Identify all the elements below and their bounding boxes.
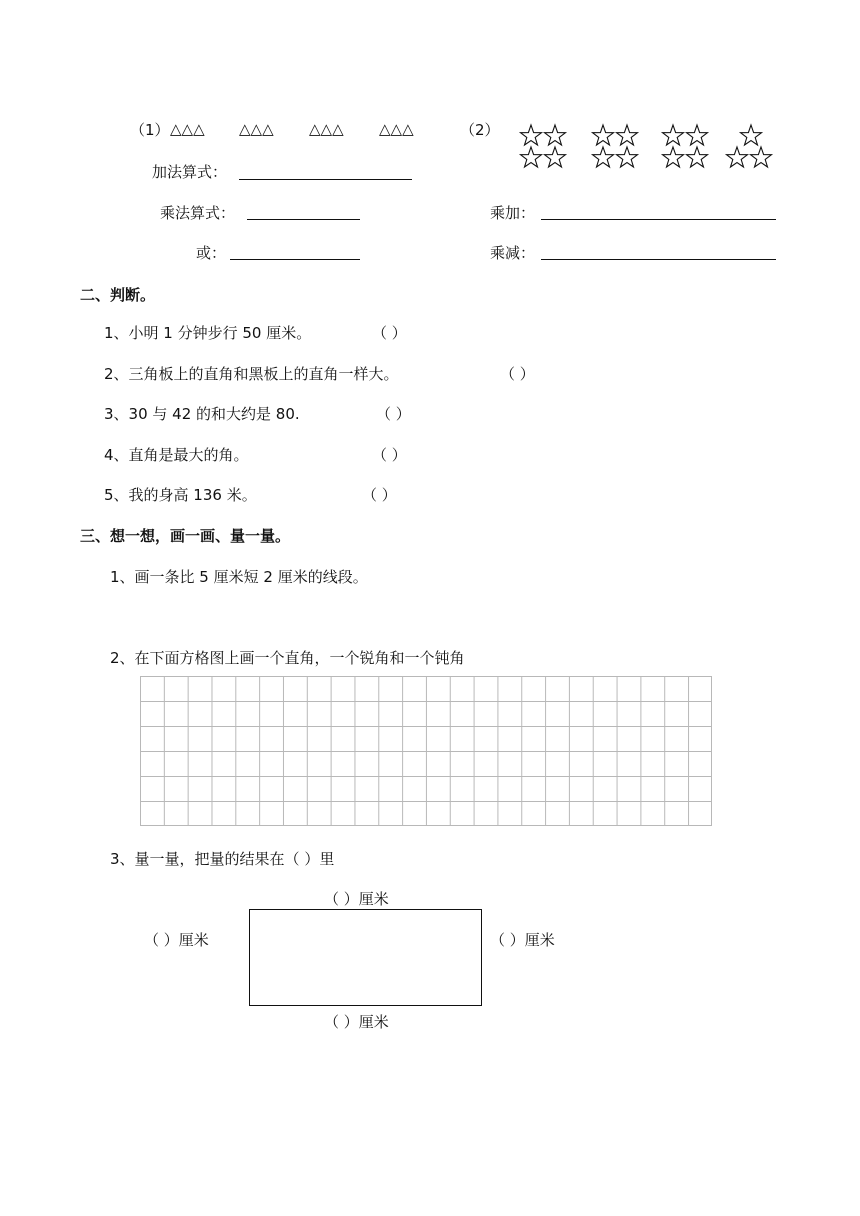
measure-rectangle (249, 909, 482, 1006)
judge-bracket-5[interactable]: （ ） (362, 486, 397, 504)
draw-angles-question: 2、在下面方格图上画一个直角，一个锐角和一个钝角 (110, 649, 465, 667)
judge-item-4: 4、直角是最大的角。 (104, 446, 249, 464)
mul-sub-answer-line[interactable] (541, 259, 776, 260)
add-answer-line[interactable] (239, 179, 412, 180)
section2-title: 二、判断。 (80, 286, 156, 304)
star-group-4-icon (727, 125, 772, 167)
star-group-2-icon (593, 125, 638, 167)
item2-label: （2） (460, 121, 500, 139)
judge-item-5: 5、我的身高 136 米。 (104, 486, 257, 504)
triangle-group-2: △△△ (239, 120, 274, 138)
judge-bracket-2[interactable]: （ ） (500, 365, 535, 383)
rect-right-length-label[interactable]: （ ）厘米 (490, 931, 555, 949)
mul-sub-label: 乘减： (490, 244, 536, 262)
rect-bottom-length-label[interactable]: （ ）厘米 (324, 1013, 389, 1031)
rect-top-length-label[interactable]: （ ）厘米 (324, 890, 389, 908)
drawing-grid[interactable] (140, 676, 712, 826)
judge-item-1: 1、小明 1 分钟步行 50 厘米。 (104, 324, 312, 342)
judge-item-3: 3、30 与 42 的和大约是 80. (104, 405, 300, 423)
mul-add-answer-line[interactable] (541, 219, 776, 220)
judge-bracket-3[interactable]: （ ） (376, 405, 411, 423)
rect-left-length-label[interactable]: （ ）厘米 (144, 931, 209, 949)
judge-bracket-4[interactable]: （ ） (372, 446, 407, 464)
star-group-1-icon (521, 125, 566, 167)
section3-title: 三、想一想，画一画、量一量。 (80, 527, 291, 545)
star-groups (518, 122, 774, 172)
triangle-group-1: △△△ (170, 120, 205, 138)
star-group-3-icon (663, 125, 708, 167)
measure-question: 3、量一量，把量的结果在（ ）里 (110, 850, 335, 868)
mul-label: 乘法算式： (160, 204, 236, 222)
draw-line-question: 1、画一条比 5 厘米短 2 厘米的线段。 (110, 568, 368, 586)
triangle-group-3: △△△ (309, 120, 344, 138)
judge-bracket-1[interactable]: （ ） (372, 324, 407, 342)
mul-answer-line[interactable] (247, 219, 360, 220)
item1-label: （1） (130, 121, 170, 139)
judge-item-2: 2、三角板上的直角和黑板上的直角一样大。 (104, 365, 399, 383)
add-label: 加法算式： (152, 163, 228, 181)
or-label: 或： (196, 244, 227, 262)
triangle-group-4: △△△ (379, 120, 414, 138)
or-answer-line[interactable] (230, 259, 360, 260)
mul-add-label: 乘加： (490, 204, 536, 222)
